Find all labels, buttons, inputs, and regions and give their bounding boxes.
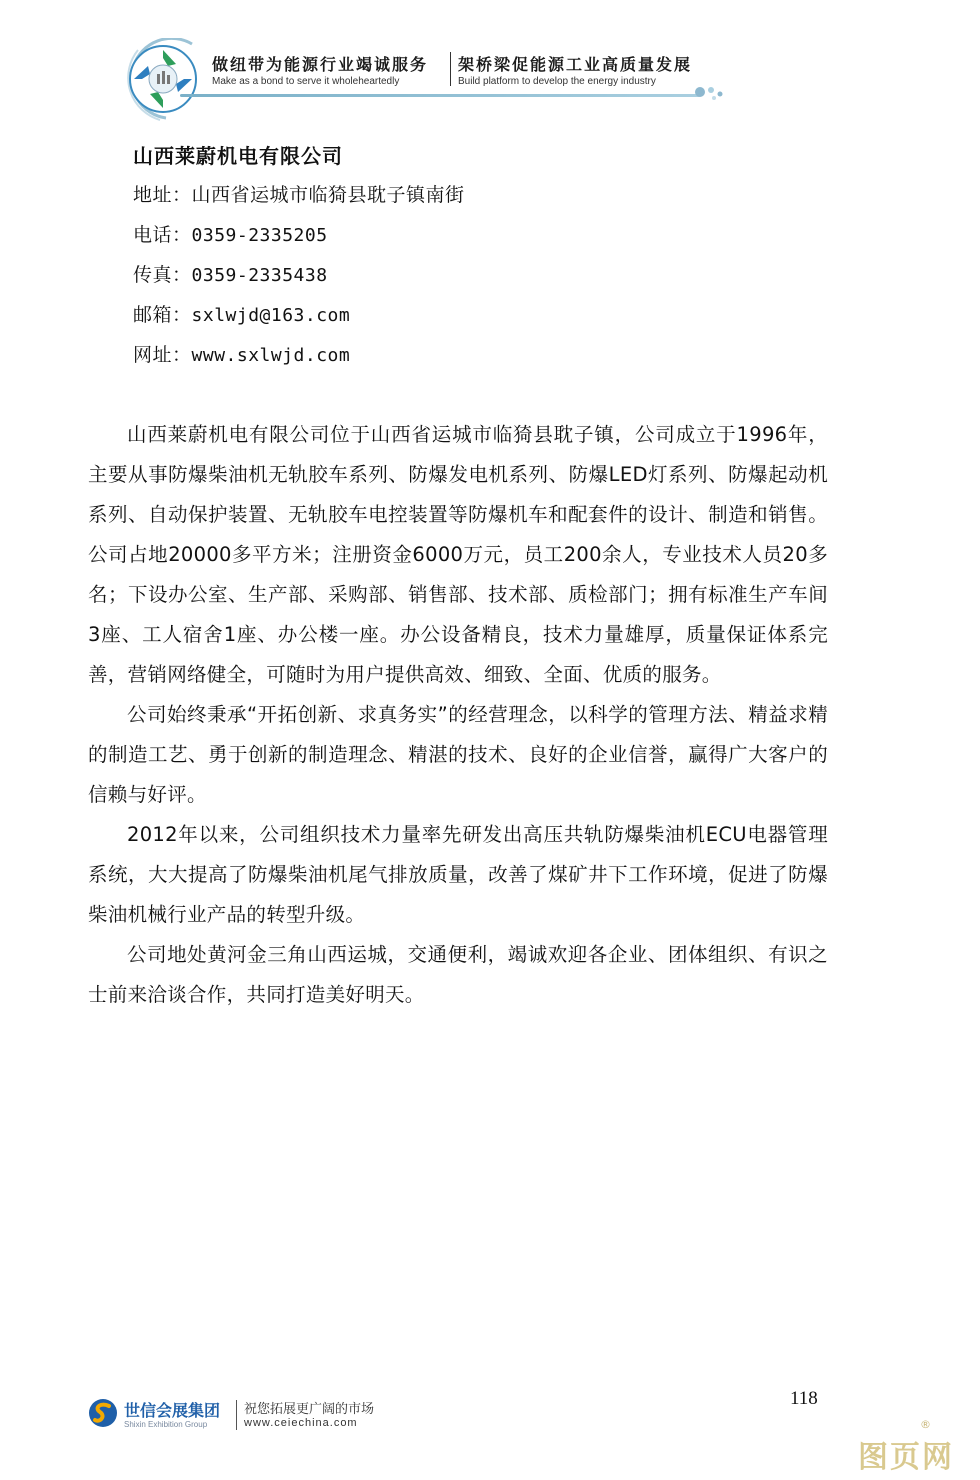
watermark-registered-mark: ® <box>920 1418 931 1431</box>
header-slogan-right: 架桥梁促能源工业高质量发展 <box>458 55 693 74</box>
footer-tagline: 祝您拓展更广阔的市场 <box>244 1402 375 1417</box>
company-description <box>88 415 828 1015</box>
phone-label: 电话： <box>133 224 192 246</box>
address-label: 地址： <box>133 184 192 206</box>
website-line <box>133 340 350 367</box>
energy-association-logo-icon <box>128 44 198 114</box>
footer-url-link[interactable]: www.ceiechina.com <box>244 1417 358 1429</box>
shixin-s-logo-icon <box>88 1398 118 1428</box>
footer-brand: 世信会展集团 <box>124 1401 221 1420</box>
address-value: 山西省运城市临猗县耽子镇南街 <box>191 184 465 206</box>
header-slogan-left: 做纽带为能源行业竭诚服务 <box>212 55 429 74</box>
watermark-text: 图页网 <box>858 1440 954 1475</box>
header-dots-decoration <box>694 82 734 106</box>
header-divider <box>450 52 451 86</box>
paragraph-rnd: 2012年以来，公司组织技术力量率先研发出高压共轨防爆柴油机ECU电器管理系统，大大提高了防爆柴油机尾气排放质量，改善了煤矿井下工作环境，促进了防爆柴油机械行业产品的转型升级。 <box>88 823 828 926</box>
paragraph-intro: 山西莱蔚机电有限公司位于山西省运城市临猗县耽子镇，公司成立于1996年，主要从事防爆柴油机无轨胶车系列、防爆发电机系列、防爆LED灯系列、防爆起动机系列、自动保护装置、无轨胶车电控装置等防爆机车和配套件的设计、制造和销售。公司占地20000多平方米；注册资金6000万元，员工200余人，专业技术人员20多名；下设办公室、生产部、采购部、销售部、技术部、质检部门；拥有标准生产车间3座、工人宿舍1座、办公楼一座。办公设备精良，技术力量雄厚，质量保证体系完善，营销网络健全，可随时为用户提供高效、细致、全面、优质的服务。 <box>88 423 828 686</box>
paragraph-philosophy: 公司始终秉承“开拓创新、求真务实”的经营理念，以科学的管理方法、精益求精的制造工艺、勇于创新的制造理念、精湛的技术、良好的企业信誉，赢得广大客户的信赖与好评。 <box>88 703 828 806</box>
address-line <box>133 180 465 207</box>
fax-line <box>133 260 328 287</box>
header-slogan-left-en: Make as a bond to serve it wholeheartedly <box>212 76 400 87</box>
header-rule <box>180 94 700 97</box>
page-footer <box>88 1396 408 1436</box>
header-slogan-right-en: Build platform to develop the energy industry <box>458 76 656 87</box>
email-label: 邮箱： <box>133 304 192 326</box>
fax-value: 0359-2335438 <box>191 265 328 286</box>
fax-label: 传真： <box>133 264 192 286</box>
company-name: 山西莱蔚机电有限公司 <box>133 144 343 168</box>
website-link[interactable]: www.sxlwjd.com <box>191 345 351 366</box>
phone-value: 0359-2335205 <box>191 225 328 246</box>
paragraph-invitation: 公司地处黄河金三角山西运城，交通便利，竭诚欢迎各企业、团体组织、有识之士前来洽谈合作，共同打造美好明天。 <box>88 943 828 1006</box>
email-line <box>133 300 350 327</box>
website-label: 网址： <box>133 344 192 366</box>
page-header <box>120 38 730 118</box>
page-number: 118 <box>790 1388 818 1409</box>
footer-divider <box>236 1400 237 1430</box>
email-link[interactable]: sxlwjd@163.com <box>191 305 351 326</box>
phone-line <box>133 220 328 247</box>
footer-brand-en: Shixin Exhibition Group <box>124 1420 208 1429</box>
